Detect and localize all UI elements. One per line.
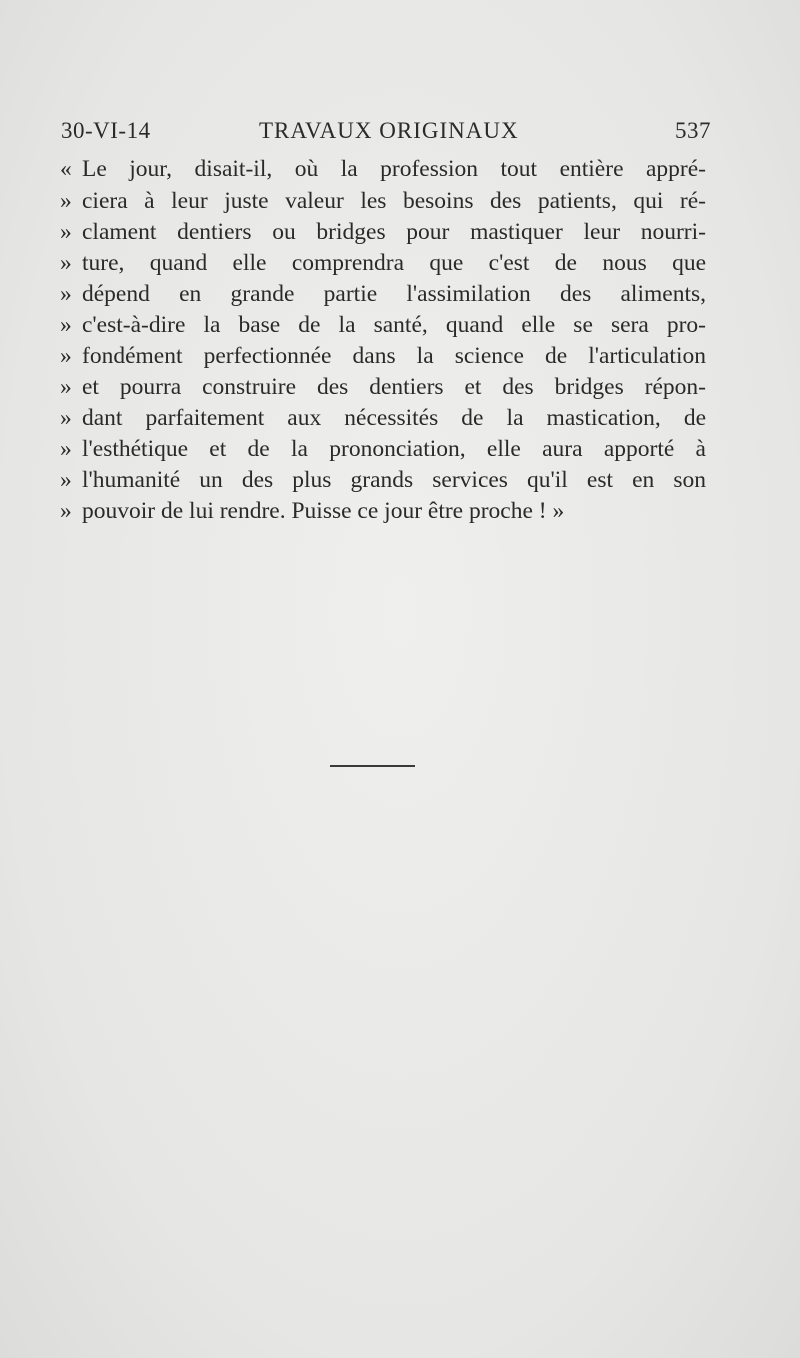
quote-mark: » xyxy=(60,467,72,493)
quote-mark: » xyxy=(60,219,72,245)
line-text: ciera à leur juste valeur les besoins des patients, qui ré- xyxy=(82,188,706,214)
quote-mark: » xyxy=(60,312,72,338)
text-line xyxy=(60,309,710,341)
line-text: pouvoir de lui rendre. Puisse ce jour être proche ! » xyxy=(82,498,565,524)
text-line xyxy=(60,340,710,372)
text-line xyxy=(60,433,710,465)
text-line xyxy=(60,216,710,248)
header-date: 30-VI-14 xyxy=(61,118,151,143)
text-line xyxy=(60,371,710,403)
quote-mark: » xyxy=(60,498,72,524)
quote-mark: » xyxy=(60,374,72,400)
text-line xyxy=(60,185,710,217)
section-divider xyxy=(330,765,415,767)
line-text: dant parfaitement aux nécessités de la mastication, de xyxy=(82,405,706,431)
quote-mark: » xyxy=(60,281,72,307)
text-line xyxy=(60,278,710,310)
text-line xyxy=(60,464,710,496)
quote-mark: » xyxy=(60,188,72,214)
text-line xyxy=(60,153,710,185)
line-text: ture, quand elle comprendra que c'est de nous que xyxy=(82,250,706,276)
running-header xyxy=(61,118,711,152)
page-number: 537 xyxy=(675,118,711,143)
text-line xyxy=(60,402,710,434)
quote-mark: « xyxy=(60,156,72,182)
line-text: Le jour, disait-il, où la profession tout entière appré- xyxy=(82,156,706,182)
quote-mark: » xyxy=(60,405,72,431)
line-text: clament dentiers ou bridges pour mastiquer leur nourri- xyxy=(82,219,706,245)
text-line xyxy=(60,247,710,279)
line-text: dépend en grande partie l'assimilation des aliments, xyxy=(82,281,706,307)
line-text: c'est-à-dire la base de la santé, quand elle se sera pro- xyxy=(82,312,706,338)
quote-mark: » xyxy=(60,436,72,462)
text-line xyxy=(60,495,710,527)
line-text: l'esthétique et de la prononciation, elle aura apporté à xyxy=(82,436,706,462)
header-section-title: TRAVAUX ORIGINAUX xyxy=(259,118,519,143)
quote-mark: » xyxy=(60,343,72,369)
line-text: et pourra construire des dentiers et des bridges répon- xyxy=(82,374,706,400)
line-text: fondément perfectionnée dans la science de l'articulation xyxy=(82,343,706,369)
line-text: l'humanité un des plus grands services qu'il est en son xyxy=(82,467,706,493)
quote-mark: » xyxy=(60,250,72,276)
